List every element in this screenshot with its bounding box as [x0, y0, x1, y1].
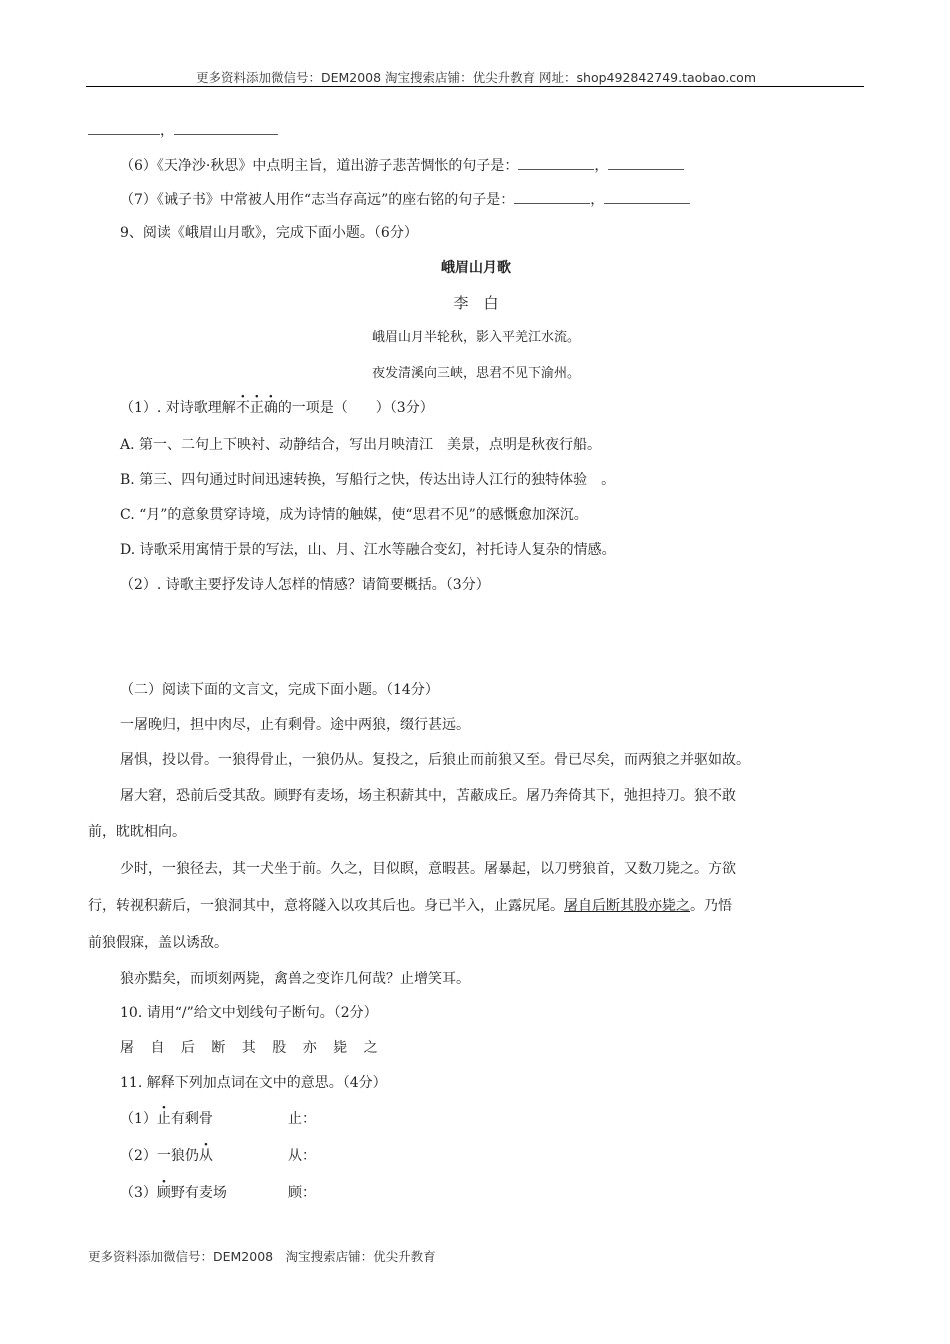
answer-blank[interactable] [518, 155, 594, 170]
poem-line-1: 峨眉山月半轮秋，影入平羌江水流。 [371, 330, 580, 345]
underlined-sentence: 屠自后断其股亦毙之 [564, 898, 690, 914]
option-b: B. 第三、四句通过时间迅速转换，写船行之快，传达出诗人江行的独特体验 。 [120, 472, 616, 488]
q11-label-2: 从： [288, 1148, 316, 1164]
q8-item6: （6）《天净沙·秋思》中点明主旨，道出游子悲苦惆怅的句子是： ， [120, 155, 684, 176]
q9-sub1: （1）. 对诗歌理解不正确的一项是（ ）（3分） [120, 400, 434, 416]
q11-item-1: （1）止有剩骨 [120, 1111, 213, 1127]
q9-intro: 9、阅读《峨眉山月歌》，完成下面小题。（6分） [120, 225, 418, 241]
poem-author: 李 白 [453, 294, 499, 312]
q11-label-1: 止： [288, 1111, 316, 1127]
q10-sentence: 屠 自 后 断 其 股 亦 毙 之 [120, 1040, 384, 1056]
emphasis-dot-char: 不 [235, 400, 250, 416]
passage-para-3-cont: 前，眈眈相向。 [88, 824, 186, 840]
page-header: 更多资料添加微信号：DEM2008 淘宝搜索店铺：优尖升教育 网址：shop492842749.taobao.com [195, 70, 757, 85]
section2-intro: （二）阅读下面的文言文，完成下面小题。（14分） [120, 682, 439, 698]
passage-para-4-cont: 行，转视积薪后，一狼洞其中，意将隧入以攻其后也。身已半入，止露尻尾。屠自后断其股亦毙之。乃悟 [88, 898, 732, 914]
answer-blank[interactable] [608, 155, 684, 170]
passage-para-2: 屠惧，投以骨。一狼得骨止，一狼仍从。复投之，后狼止而前狼又至。骨已尽矣，而两狼之并驱如故。 [120, 752, 750, 768]
poem-title: 峨眉山月歌 [441, 260, 511, 276]
passage-para-4: 少时，一狼径去，其一犬坐于前。久之，目似瞑，意暇甚。屠暴起，以刀劈狼首，又数刀毙之。方欲 [120, 861, 736, 877]
q11-label-3: 顾： [288, 1185, 316, 1201]
q9-sub2: （2）. 诗歌主要抒发诗人怎样的情感？请简要概括。（3分） [120, 577, 490, 593]
emphasis-dot-char: 从 [198, 1148, 213, 1164]
option-c: C. “月”的意象贯穿诗境，成为诗情的触媒，使“思君不见”的感慨愈加深沉。 [120, 507, 588, 523]
emphasis-dot-char: 正 [249, 400, 264, 416]
q8-item7: （7）《诫子书》中常被人用作“志当存高远”的座右铭的句子是： ， [120, 189, 690, 210]
header-rule [86, 86, 864, 87]
emphasis-dot-char: 确 [263, 400, 278, 416]
option-a: A. 第一、二句上下映衬、动静结合，写出月映清江 美景，点明是秋夜行船。 [120, 437, 602, 453]
passage-para-3: 屠大窘，恐前后受其敌。顾野有麦场，场主积薪其中，苫蔽成丘。屠乃奔倚其下，弛担持刀。狼不敢 [120, 788, 736, 804]
answer-blank[interactable] [174, 120, 278, 135]
emphasis-dot-char: 止 [156, 1111, 171, 1127]
answer-blank[interactable] [604, 189, 690, 204]
page-footer: 更多资料添加微信号：DEM2008 淘宝搜索店铺：优尖升教育 [88, 1249, 436, 1264]
passage-para-4-end: 前狼假寐，盖以诱敌。 [88, 935, 228, 951]
passage-para-5: 狼亦黠矣，而顷刻两毙，禽兽之变诈几何哉？止增笑耳。 [120, 971, 470, 987]
q8-blank-row: ， [88, 120, 278, 141]
emphasis-dot-char: 顾 [156, 1185, 171, 1201]
answer-blank[interactable] [88, 120, 160, 135]
passage-para-1: 一屠晚归，担中肉尽，止有剩骨。途中两狼，缀行甚远。 [120, 717, 470, 733]
q11-item-2: （2）一狼仍从 [120, 1148, 213, 1164]
poem-line-2: 夜发清溪向三峡，思君不见下渝州。 [371, 366, 580, 381]
q11-prompt: 11. 解释下列加点词在文中的意思。（4分） [120, 1075, 387, 1091]
answer-blank[interactable] [514, 189, 590, 204]
option-d: D. 诗歌采用寓情于景的写法，山、月、江水等融合变幻，衬托诗人复杂的情感。 [120, 542, 616, 558]
q10-prompt: 10. 请用“/”给文中划线句子断句。（2分） [120, 1005, 378, 1021]
q11-item-3: （3）顾野有麦场 [120, 1185, 227, 1201]
